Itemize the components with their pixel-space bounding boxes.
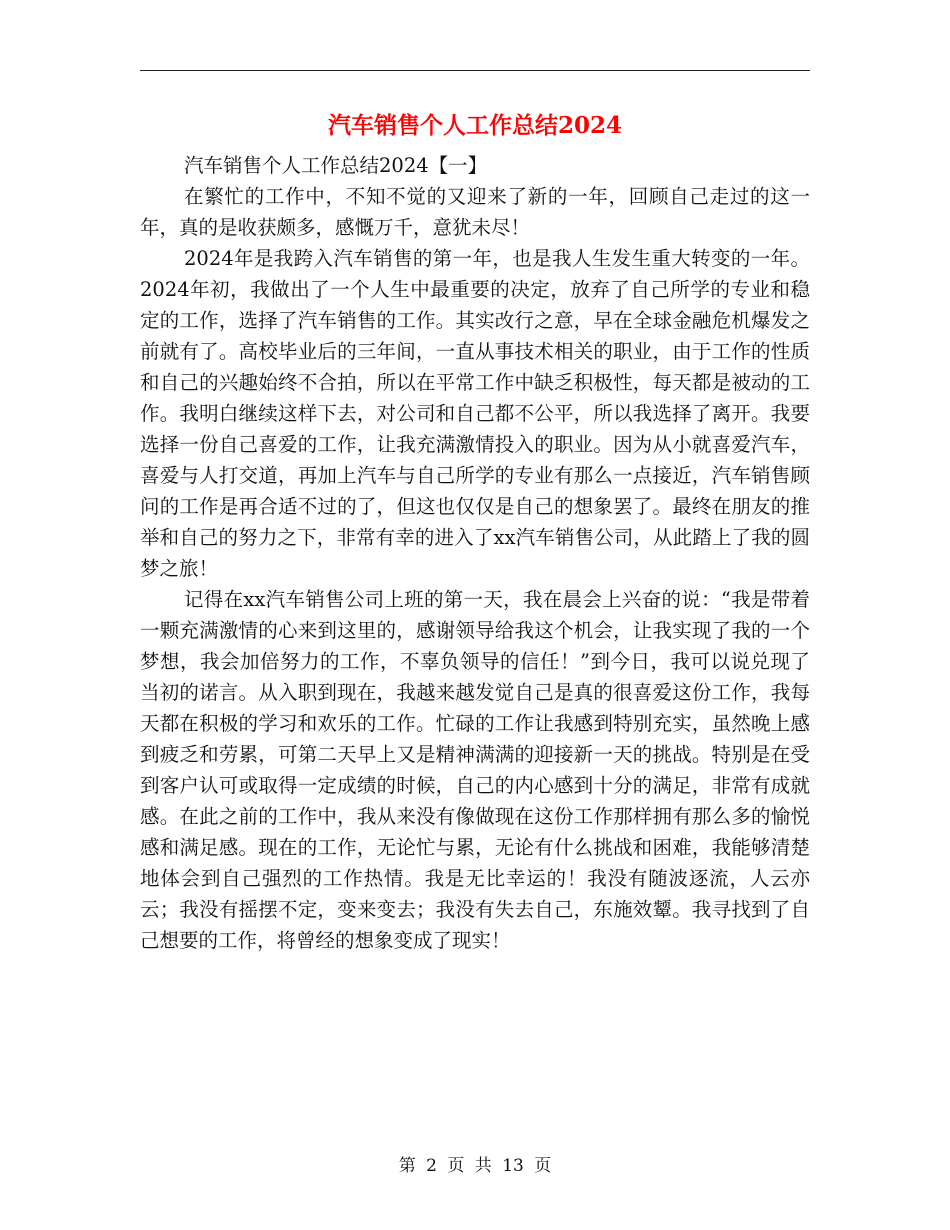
paragraph-2: 2024年是我跨入汽车销售的第一年，也是我人生发生重大转变的一年。2024年初，我做出了一个人生中最重要的决定，放弃了自己所学的专业和稳定的工作，选择了汽车销售的工作。其实改行之意，早在全球金融危机爆发之前就有了。高校毕业后的三年间，一直从事技术相关的职业，由于工作的性质和自己的兴趣始终不合拍，所以在平常工作中缺乏积极性，每天都是被动的工作。我明白继续这样下去，对公司和自己都不公平，所以我选择了离开。我要选择一份自己喜爱的工作，让我充满激情投入的职业。因为从小就喜爱汽车，喜爱与人打交道，再加上汽车与自己所学的专业有那么一点接近，汽车销售顾问的工作是再合适不过的了，但这也仅仅是自己的想象罢了。最终在朋友的推举和自己的努力之下，非常有幸的进入了xx汽车销售公司，从此踏上了我的圆梦之旅！ (140, 247, 810, 580)
document-title: 汽车销售个人工作总结2024 (327, 112, 622, 139)
paragraph-3: 记得在xx汽车销售公司上班的第一天，我在晨会上兴奋的说：“我是带着一颗充满激情的心来到这里的，感谢领导给我这个机会，让我实现了我的一个梦想，我会加倍努力的工作，不辜负领导的信任！”到今日，我可以说兑现了当初的诺言。从入职到现在，我越来越发觉自己是真的很喜爱这份工作，我每天都在积极的学习和欢乐的工作。忙碌的工作让我感到特别充实，虽然晚上感到疲乏和劳累，可第二天早上又是精神满满的迎接新一天的挑战。特别是在受到客户认可或取得一定成绩的时候，自己的内心感到十分的满足，非常有成就感。在此之前的工作中，我从来没有像做现在这份工作那样拥有那么多的愉悦感和满足感。现在的工作，无论忙与累，无论有什么挑战和困难，我能够清楚地体会到自己强烈的工作热情。我是无比幸运的！我没有随波逐流，人云亦云；我没有摇摆不定，变来变去；我没有失去自己，东施效颦。我寻找到了自己想要的工作，将曾经的想象变成了现实！ (140, 588, 810, 952)
document-body (140, 150, 810, 956)
page-footer: 第 2 页 共 13 页 (398, 1156, 552, 1176)
header-rule (140, 70, 810, 71)
section-heading: 汽车销售个人工作总结2024【一】 (184, 154, 488, 177)
paragraph-1: 在繁忙的工作中，不知不觉的又迎来了新的一年，回顾自己走过的这一年，真的是收获颇多，感慨万千，意犹未尽！ (140, 185, 810, 239)
